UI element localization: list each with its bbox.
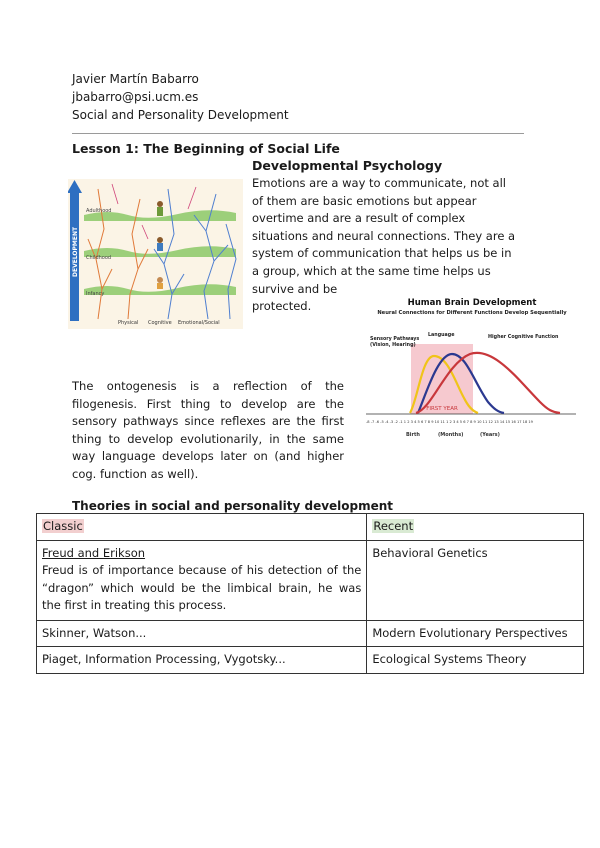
ontogenesis-paragraph: The ontogenesis is a reflection of the filogenesis. First thing to develop are the sensory pathways since reflexes are the first thing to develop evolutionarily, in the same way language develops later on (and higher cog. function as well). <box>72 379 344 481</box>
development-figure <box>68 179 243 329</box>
theories-title: Theories in social and personality development <box>72 499 394 513</box>
para1-line: system of communication that helps us be in <box>252 246 512 261</box>
para1-line: of them are basic emotions but appear <box>252 193 477 208</box>
axis-label: DEVELOPMENT <box>72 226 79 277</box>
higher-label: Higher Cognitive Function <box>488 335 559 340</box>
author-name: Javier Martín Babarro <box>72 72 199 86</box>
x-label-years: (Years) <box>480 432 500 438</box>
sensory-sub-label: (Vision, Hearing) <box>370 343 416 348</box>
table-row <box>37 647 584 674</box>
author-email: jbabarro@psi.ucm.es <box>72 90 199 104</box>
table-row <box>37 540 584 620</box>
table-cell-recent: Ecological Systems Theory <box>367 647 584 674</box>
header-cell-recent: Recent <box>367 514 584 541</box>
para1-line: overtime and are a result of complex <box>252 211 466 226</box>
para1-line: survive and be <box>252 281 338 296</box>
section-title: Developmental Psychology <box>252 158 443 173</box>
stage-label-infancy: Infancy <box>86 291 105 297</box>
course-name: Social and Personality Development <box>72 108 289 122</box>
para1-line: protected. <box>252 299 312 314</box>
para1-line: Emotions are a way to communicate, not all <box>252 176 506 190</box>
header-divider <box>72 133 524 134</box>
column-label-cognitive: Cognitive <box>148 320 172 326</box>
x-label-birth: Birth <box>406 432 420 438</box>
para1-line: situations and neural connections. They are a <box>252 228 516 243</box>
x-label-months: (Months) <box>438 432 464 438</box>
stage-label-childhood: Childhood <box>86 255 112 261</box>
brain-development-chart <box>362 294 580 444</box>
theories-table <box>36 513 584 674</box>
table-header-row <box>37 514 584 541</box>
table-cell-recent: Modern Evolutionary Perspectives <box>367 620 584 647</box>
table-cell-classic: Piaget, Information Processing, Vygotsky... <box>37 647 367 674</box>
sensory-label: Sensory Pathways <box>370 337 420 342</box>
x-tick-labels: -8 -7 -6 -5 -4 -3 -2 -1 1 2 3 4 5 6 7 8 9 10 11 1 2 3 4 5 6 7 8 9 10 11 12 13 14 15 16 17 18 19 <box>366 420 533 424</box>
table-cell-recent: Behavioral Genetics <box>367 540 584 620</box>
freud-erikson-title: Freud and Erikson <box>42 545 146 560</box>
language-label: Language <box>428 333 455 338</box>
para1-line: a group, which at the same time helps us <box>252 263 491 278</box>
freud-description: Freud is of importance because of his detection of the “dragon” which would be the limbical brain, he was the first in treating this process. <box>42 563 362 612</box>
table-row <box>37 620 584 647</box>
chart-title: Human Brain Development <box>407 298 537 308</box>
chart-subtitle: Neural Connections for Different Functions Develop Sequentially <box>377 310 567 316</box>
header-cell-classic: Classic <box>37 514 367 541</box>
first-year-label: FIRST YEAR <box>426 406 458 412</box>
table-cell-classic: Skinner, Watson... <box>37 620 367 647</box>
column-label-physical: Physical <box>118 320 139 326</box>
lesson-title: Lesson 1: The Beginning of Social Life <box>72 141 340 156</box>
stage-label-adulthood: Adulthood <box>86 208 112 214</box>
column-label-emotional: Emotional/Social <box>178 320 220 326</box>
table-cell-classic <box>37 540 367 620</box>
